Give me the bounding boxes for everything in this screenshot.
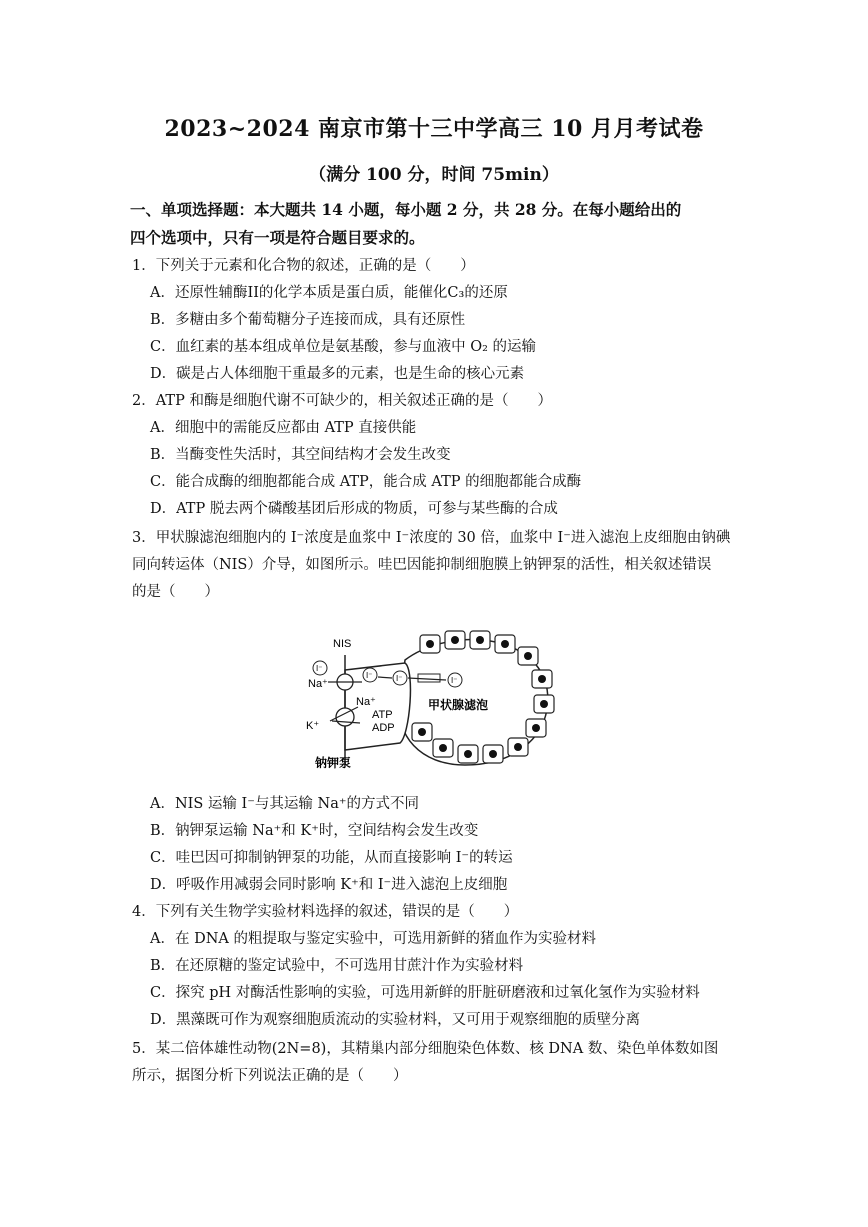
question-1-option-d: D．碳是占人体细胞干重最多的元素，也是生命的核心元素 xyxy=(150,366,525,382)
question-4-option-b: B．在还原糖的鉴定试验中，不可选用甘蔗汁作为实验材料 xyxy=(150,958,524,974)
question-3-option-a: A．NIS 运输 I⁻与其运输 Na⁺的方式不同 xyxy=(150,796,420,812)
question-4-option-a: A．在 DNA 的粗提取与鉴定实验中，可选用新鲜的猪血作为实验材料 xyxy=(150,931,596,947)
apical-channel xyxy=(418,674,440,682)
pump-label: 钠钾泵 xyxy=(315,756,352,770)
exam-subtitle: （满分 100 分，时间 75min） xyxy=(309,165,559,185)
question-3-option-c: C．哇巴因可抑制钠钾泵的功能，从而直接影响 I⁻的转运 xyxy=(150,850,513,866)
section-heading-line-2: 四个选项中，只有一项是符合题目要求的。 xyxy=(130,228,425,247)
iodide-label-outside: I⁻ xyxy=(316,664,323,673)
question-2-option-c: C．能合成酶的细胞都能合成 ATP，能合成 ATP 的细胞都能合成酶 xyxy=(150,474,582,490)
sodium-label-outside: Na⁺ xyxy=(308,678,328,690)
follicle-cells xyxy=(412,631,554,763)
iodide-label-apical: I⁻ xyxy=(396,674,403,683)
adp-label: ADP xyxy=(372,722,395,734)
potassium-label: K⁺ xyxy=(306,720,320,732)
question-2-option-b: B．当酶变性失活时，其空间结构才会发生改变 xyxy=(150,447,451,463)
thyroid-follicle-figure xyxy=(300,625,560,779)
question-1-option-c: C．血红素的基本组成单位是氨基酸，参与血液中 O₂ 的运输 xyxy=(150,339,537,355)
question-3-stem-line-2: 同向转运体（NIS）介导，如图所示。哇巴因能抑制细胞膜上钠钾泵的活性，相关叙述错误 xyxy=(132,557,712,573)
question-4-option-c: C．探究 pH 对酶活性影响的实验，可选用新鲜的肝脏研磨液和过氧化氢作为实验材料 xyxy=(150,985,700,1001)
question-1-option-a: A．还原性辅酶II的化学本质是蛋白质，能催化C₃的还原 xyxy=(150,285,508,301)
nis-label: NIS xyxy=(333,638,352,650)
iodide-label-lumen: I⁻ xyxy=(451,676,458,685)
exam-title: 2023~2024 南京市第十三中学高三 10 月月考试卷 xyxy=(164,116,704,142)
question-3-option-b: B．钠钾泵运输 Na⁺和 K⁺时，空间结构会发生改变 xyxy=(150,823,479,839)
iodide-label-inside: I⁻ xyxy=(366,671,373,680)
atp-label: ATP xyxy=(372,709,393,721)
question-3-stem-line-3: 的是（ ） xyxy=(132,584,219,600)
question-3-stem-line-1: 3．甲状腺滤泡细胞内的 I⁻浓度是血浆中 I⁻浓度的 30 倍，血浆中 I⁻进入滤泡上皮细胞由钠碘 xyxy=(132,530,731,546)
sodium-label-pump: Na⁺ xyxy=(356,696,376,708)
question-3-option-d: D．呼吸作用减弱会同时影响 K⁺和 I⁻进入滤泡上皮细胞 xyxy=(150,877,508,893)
question-5-stem-line-1: 5．某二倍体雄性动物(2N=8)，其精巢内部分细胞染色体数、核 DNA 数、染色单体数如图 xyxy=(132,1041,719,1057)
follicle-label: 甲状腺滤泡 xyxy=(428,698,489,712)
question-1-stem: 1．下列关于元素和化合物的叙述，正确的是（ ） xyxy=(132,258,475,274)
question-2-stem: 2．ATP 和酶是细胞代谢不可缺少的，相关叙述正确的是（ ） xyxy=(132,393,552,409)
question-2-option-a: A．细胞中的需能反应都由 ATP 直接供能 xyxy=(150,420,417,436)
section-heading-line-1: 一、单项选择题：本大题共 14 小题，每小题 2 分，共 28 分。在每小题给出的 xyxy=(130,200,682,219)
question-4-option-d: D．黑藻既可作为观察细胞质流动的实验材料，又可用于观察细胞的质壁分离 xyxy=(150,1012,641,1028)
follicle-diagram xyxy=(300,625,560,775)
question-5-stem-line-2: 所示，据图分析下列说法正确的是（ ） xyxy=(132,1068,408,1084)
question-1-option-b: B．多糖由多个葡萄糖分子连接而成，具有还原性 xyxy=(150,312,466,328)
question-4-stem: 4．下列有关生物学实验材料选择的叙述，错误的是（ ） xyxy=(132,904,519,920)
question-2-option-d: D．ATP 脱去两个磷酸基团后形成的物质，可参与某些酶的合成 xyxy=(150,501,558,517)
